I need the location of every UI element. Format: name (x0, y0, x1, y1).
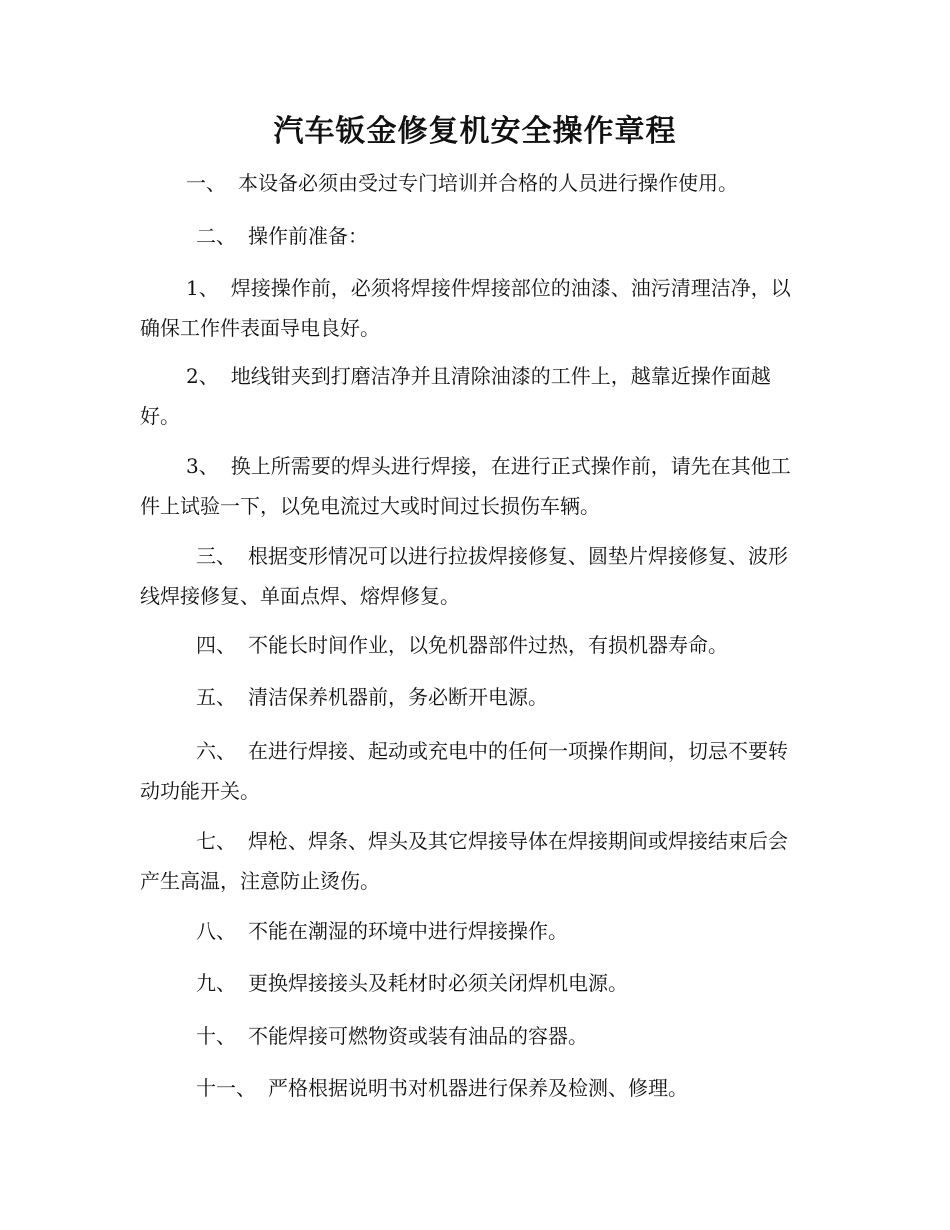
paragraph-number: 3、 (186, 454, 219, 478)
paragraph-1 (140, 163, 800, 203)
paragraph-number: 十、 (196, 1024, 236, 1048)
paragraph-number: 四、 (196, 633, 236, 657)
paragraph-5 (140, 446, 800, 526)
paragraph-number: 六、 (196, 739, 236, 763)
paragraph-3 (140, 268, 800, 348)
paragraph-text: 严格根据说明书对机器进行保养及检测、修理。 (268, 1076, 688, 1100)
paragraph-text: 不能焊接可燃物资或装有油品的容器。 (248, 1024, 588, 1048)
paragraph-text: 清洁保养机器前，务必断开电源。 (248, 685, 548, 709)
paragraph-text: 更换焊接接头及耗材时必须关闭焊机电源。 (248, 971, 628, 995)
paragraph-number: 八、 (196, 919, 236, 943)
paragraph-number: 二、 (196, 224, 236, 248)
paragraph-text: 操作前准备： (248, 224, 368, 248)
paragraph-6 (140, 536, 800, 616)
paragraph-4 (140, 356, 800, 436)
paragraph-11 (140, 911, 800, 951)
paragraph-13 (140, 1016, 800, 1056)
paragraph-number: 五、 (196, 685, 236, 709)
paragraph-text: 根据变形情况可以进行拉拔焊接修复、圆垫片焊接修复、波形线焊接修复、单面点焊、熔焊修复。 (140, 544, 788, 608)
paragraph-8 (140, 677, 800, 717)
paragraph-number: 三、 (196, 544, 236, 568)
paragraph-text: 焊接操作前，必须将焊接件焊接部位的油漆、油污清理洁净，以确保工作件表面导电良好。 (140, 276, 791, 340)
paragraph-text: 地线钳夹到打磨洁净并且清除油漆的工件上，越靠近操作面越好。 (140, 364, 771, 428)
paragraph-text: 不能在潮湿的环境中进行焊接操作。 (248, 919, 568, 943)
paragraph-text: 本设备必须由受过专门培训并合格的人员进行操作使用。 (238, 171, 738, 195)
paragraph-text: 不能长时间作业，以免机器部件过热，有损机器寿命。 (248, 633, 728, 657)
paragraph-number: 一、 (186, 171, 226, 195)
paragraph-text: 焊枪、焊条、焊头及其它焊接导体在焊接期间或焊接结束后会产生高温，注意防止烫伤。 (140, 829, 788, 893)
paragraph-12 (140, 963, 800, 1003)
paragraph-number: 2、 (186, 364, 219, 388)
paragraph-number: 十一、 (196, 1076, 256, 1100)
paragraph-9 (140, 731, 800, 811)
paragraph-text: 换上所需要的焊头进行焊接，在进行正式操作前，请先在其他工件上试验一下，以免电流过大或时间过长损伤车辆。 (140, 454, 791, 518)
paragraph-14 (140, 1068, 800, 1108)
paragraph-2 (140, 216, 800, 256)
paragraph-text: 在进行焊接、起动或充电中的任何一项操作期间，切忌不要转动功能开关。 (140, 739, 788, 803)
paragraph-10 (140, 821, 800, 901)
paragraph-number: 九、 (196, 971, 236, 995)
paragraph-number: 七、 (196, 829, 236, 853)
paragraph-number: 1、 (186, 276, 219, 300)
document-title: 汽车钣金修复机安全操作章程 (273, 114, 677, 149)
paragraph-7 (140, 625, 800, 665)
